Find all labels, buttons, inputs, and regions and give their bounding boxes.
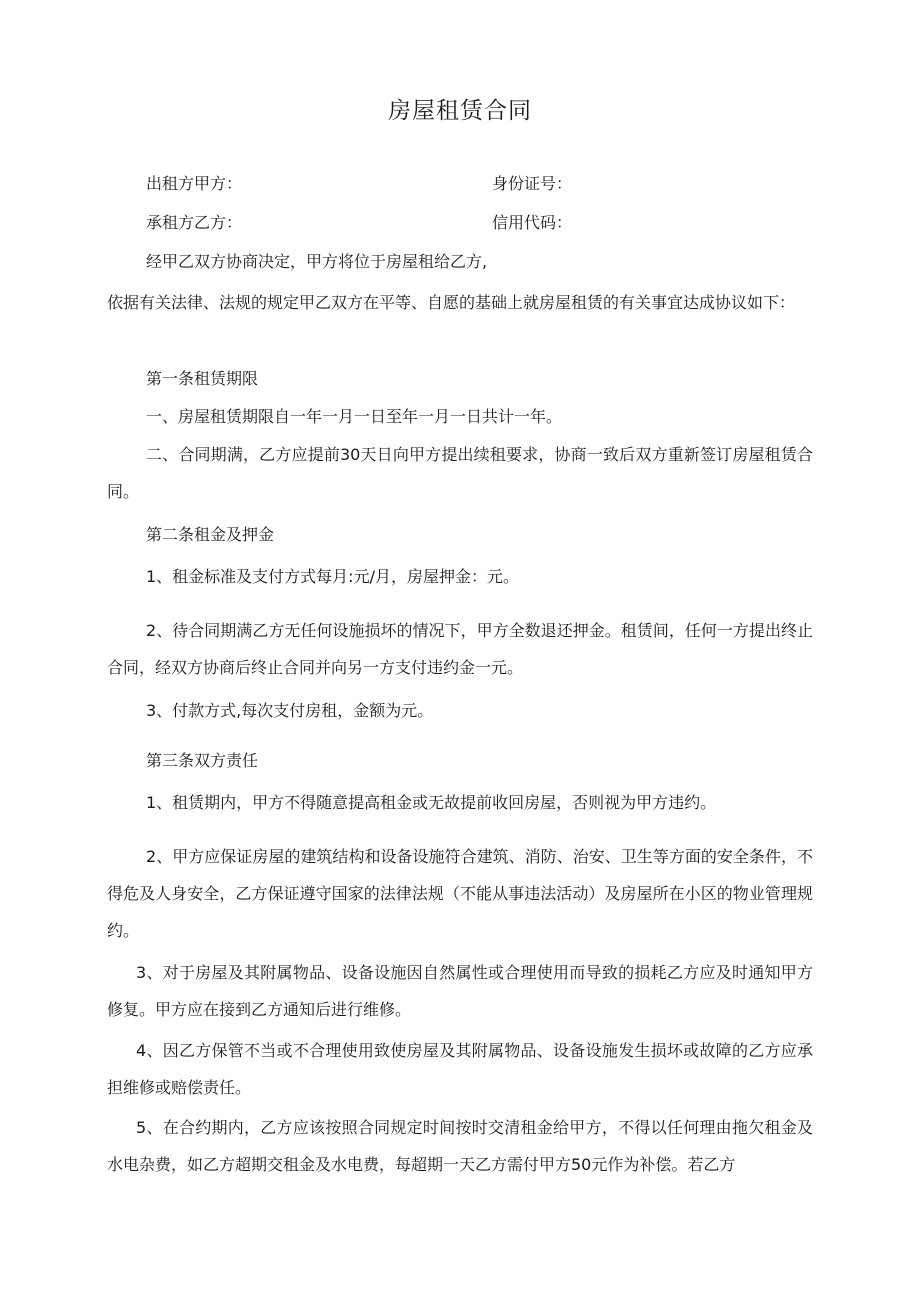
article3-item-4: 4、因乙方保管不当或不合理使用致使房屋及其附属物品、设备设施发生损坏或故障的乙方应承担维修或赔偿责任。 [107, 1041, 813, 1097]
article3-item-3: 3、对于房屋及其附属物品、设备设施因自然属性或合理使用而导致的损耗乙方应及时通知甲方修复。甲方应在接到乙方通知后进行维修。 [107, 963, 813, 1019]
article1-heading: 第一条租赁期限 [146, 369, 259, 388]
document-title: 房屋租赁合同 [388, 98, 532, 124]
article3-heading: 第三条双方责任 [146, 751, 259, 770]
article3-item-2: 2、甲方应保证房屋的建筑结构和设备设施符合建筑、消防、治安、卫生等方面的安全条件，不得危及人身安全，乙方保证遵守国家的法律法规（不能从事违法活动）及房屋所在小区的物业管理规约。 [107, 847, 813, 940]
article3-item-1: 1、租赁期内，甲方不得随意提高租金或无故提前收回房屋，否则视为甲方违约。 [146, 793, 717, 812]
intro-paragraph: 依据有关法律、法规的规定甲乙双方在平等、自愿的基础上就房屋租赁的有关事宜达成协议如下： [107, 293, 796, 312]
article3-item-5: 5、在合约期内，乙方应该按照合同规定时间按时交清租金给甲方，不得以任何理由拖欠租金及水电杂费，如乙方超期交租金及水电费，每超期一天乙方需付甲方50元作为补偿。若乙方 [107, 1118, 813, 1174]
lessee-label: 承租方乙方： [146, 213, 243, 232]
intro-line-1: 经甲乙双方协商决定，甲方将位于房屋租给乙方, [146, 252, 488, 271]
credit-code-label: 信用代码： [492, 213, 573, 232]
article2-item-1: 1、租金标准及支付方式每月:元/月，房屋押金：元。 [146, 567, 519, 586]
article1-item-1: 一、房屋租赁期限自一年一月一日至年一月一日共计一年。 [146, 407, 563, 426]
article2-heading: 第二条租金及押金 [146, 525, 275, 544]
article2-item-2: 2、待合同期满乙方无任何设施损坏的情况下，甲方全数退还押金。租赁间，任何一方提出终止合同，经双方协商后终止合同并向另一方支付违约金一元。 [107, 621, 813, 677]
id-number-label: 身份证号： [492, 174, 573, 193]
lessor-label: 出租方甲方： [146, 174, 243, 193]
article2-item-3: 3、付款方式,每次支付房租，金额为元。 [146, 701, 434, 720]
article1-item-2: 二、合同期满，乙方应提前30天日向甲方提出续租要求，协商一致后双方重新签订房屋租赁合同。 [107, 445, 813, 501]
